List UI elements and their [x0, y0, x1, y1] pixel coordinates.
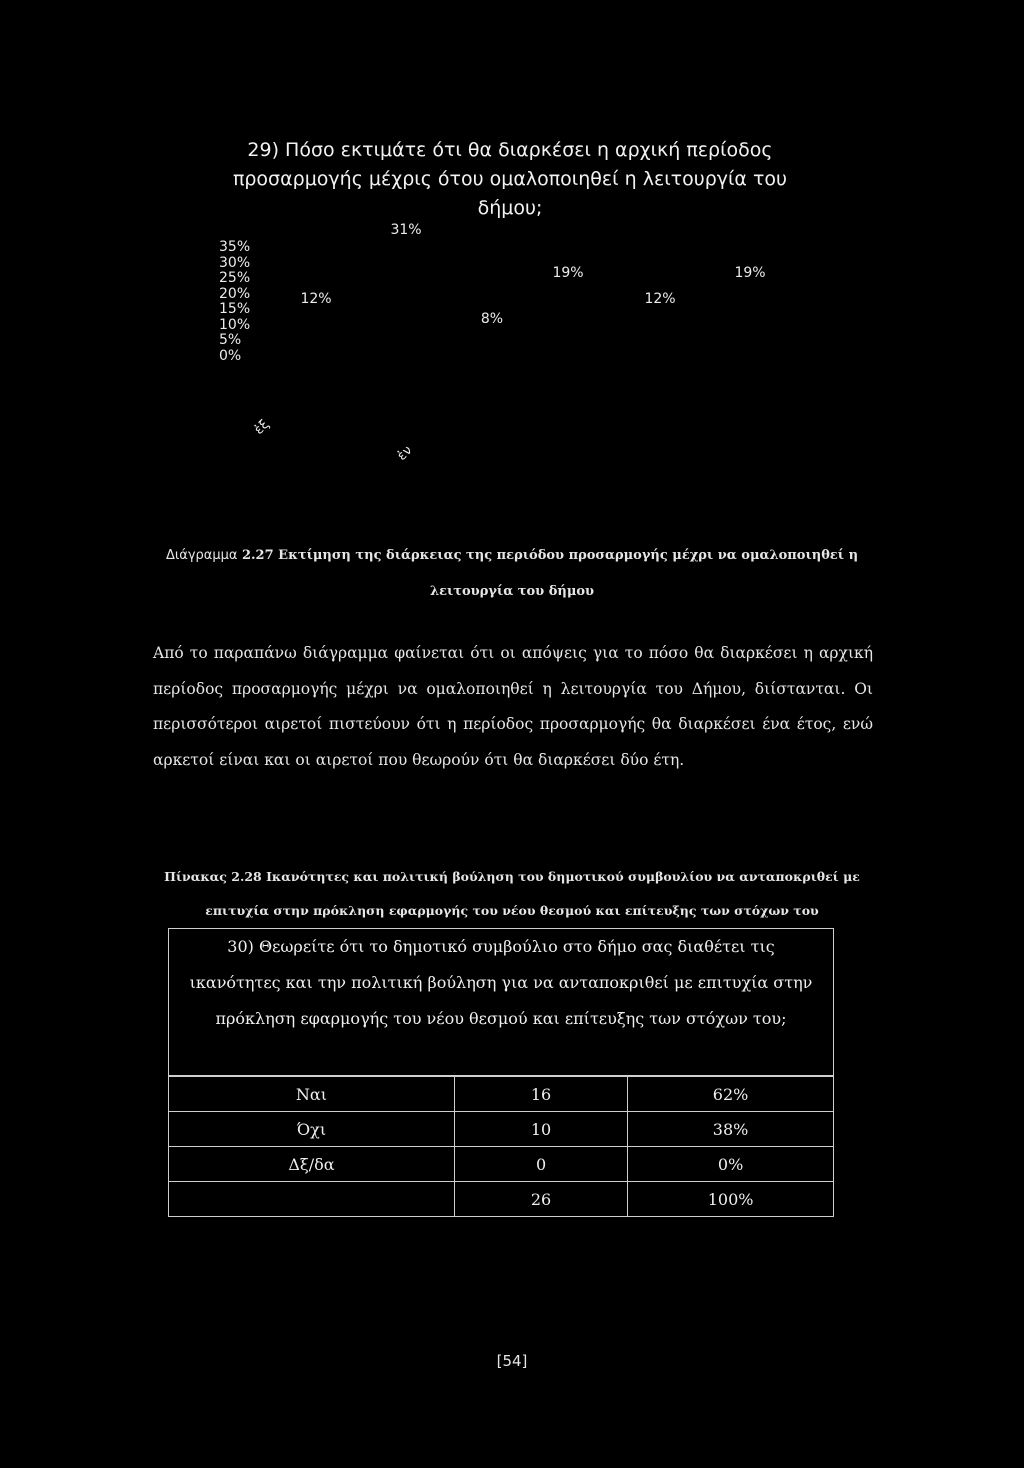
y-tick-label: 30% — [219, 254, 251, 271]
figure-caption-text: 2.27 Εκτίμηση της διάρκειας της περιόδου προσαρμογής μέχρι να ομαλοποιηθεί η λειτουργία του δήμου — [241, 548, 859, 599]
bar-value-label: 19% — [734, 265, 766, 282]
row-count: 0 — [454, 1147, 627, 1182]
y-tick-label: 25% — [219, 270, 251, 286]
row-label: Ναι — [169, 1077, 454, 1112]
survey-table — [168, 928, 834, 1217]
figure-caption — [150, 538, 874, 610]
chart-title — [190, 136, 830, 223]
survey-results-table — [169, 1076, 833, 1216]
bar-value-label: 19% — [552, 265, 584, 282]
row-label — [169, 1182, 454, 1217]
bar-value-label: 12% — [300, 290, 332, 307]
chart-title-line-1: 29) Πόσο εκτιμάτε ότι θα διαρκέσει η αρχική περίοδος — [247, 139, 773, 161]
chart-title-line-2: προσαρμογής μέχρις ότου ομαλοποιηθεί η λειτουργία του — [232, 168, 788, 190]
chart-title-line-3: δήμου; — [477, 197, 543, 219]
row-percent: 62% — [628, 1077, 833, 1112]
page-number: [54] — [496, 1352, 528, 1370]
row-count: 26 — [454, 1182, 627, 1217]
table-row — [169, 1147, 833, 1182]
table-row — [169, 1112, 833, 1147]
row-percent: 0% — [628, 1147, 833, 1182]
table-row-total — [169, 1182, 833, 1217]
y-tick-label: 10% — [219, 316, 251, 333]
row-percent: 38% — [628, 1112, 833, 1147]
y-tick-label: 35% — [219, 239, 251, 255]
x-category-label: ἐν — [394, 443, 416, 464]
body-paragraph: Από το παραπάνω διάγραμμα φαίνεται ότι οι απόψεις για το πόσο θα διαρκέσει η αρχική περίοδος προσαρμογής μέχρι να ομαλοποιηθεί η λειτουργία του Δήμου, διίστανται. Οι περισσότεροι αιρετοί πιστεύουν ότι η περίοδος προσαρμογής θα διαρκέσει ένα έτος, ενώ αρκετοί είναι και οι αιρετοί που θεωρούν ότι θα διαρκέσει δύο έτη. — [153, 644, 873, 769]
y-tick-label: 15% — [219, 301, 251, 317]
y-tick-label: 5% — [219, 332, 242, 348]
row-count: 10 — [454, 1112, 627, 1147]
row-label: Όχι — [169, 1112, 454, 1147]
x-category-label: ἐξ — [251, 417, 273, 438]
bar-value-label: 12% — [644, 290, 676, 307]
bar-value-label: 31% — [390, 222, 422, 238]
row-percent: 100% — [628, 1182, 833, 1217]
row-count: 16 — [454, 1077, 627, 1112]
table-row — [169, 1077, 833, 1112]
row-label: Δξ/δα — [169, 1147, 454, 1182]
figure-caption-label: Διάγραμμα — [165, 548, 238, 563]
y-tick-label: 0% — [219, 347, 242, 364]
bar-value-label: 8% — [480, 311, 504, 327]
y-tick-label: 20% — [219, 285, 251, 302]
table-caption: Πίνακας 2.28 Ικανότητες και πολιτική βούληση του δημοτικού συμβουλίου να ανταποκριθεί με επιτυχία στην πρόκληση εφαρμογής του νέου θεσμού και επίτευξης των στόχων του — [164, 869, 860, 918]
table-question: 30) Θεωρείτε ότι το δημοτικό συμβούλιο στο δήμο σας διαθέτει τις ικανότητες και την πολιτική βούληση για να ανταποκριθεί με επιτυχία στην πρόκληση εφαρμογής του νέου θεσμού και επίτευξης των στόχων του; — [169, 929, 833, 1076]
